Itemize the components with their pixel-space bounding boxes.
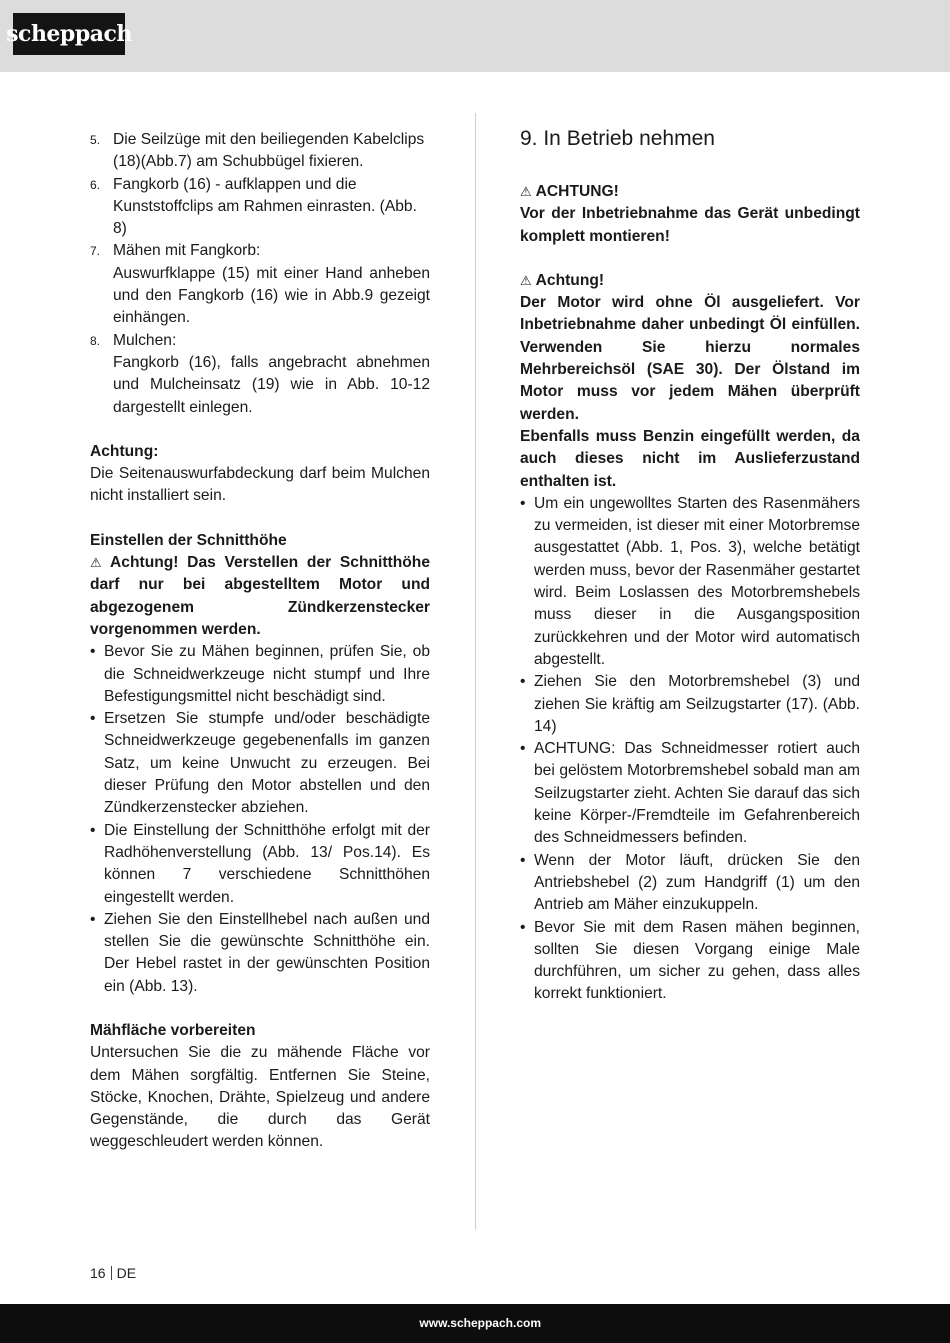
step-text: Mähen mit Fangkorb:	[113, 242, 261, 260]
column-divider	[475, 113, 476, 1230]
list-item	[520, 850, 860, 917]
website-link[interactable]: www.scheppach.com	[419, 1316, 541, 1330]
list-item	[520, 671, 860, 738]
warning-triangle-icon: ⚠	[90, 555, 107, 571]
step-number: 6.	[90, 177, 101, 192]
list-item	[90, 240, 430, 329]
footer-bar	[0, 1304, 950, 1343]
schnitthoehe-warning	[90, 552, 430, 641]
right-column	[520, 127, 860, 1006]
betrieb-bullet-list	[520, 493, 860, 1006]
list-item	[90, 909, 430, 998]
warning2-text-2: Ebenfalls muss Benzin eingefüllt werden, da auch dieses nicht im Auslieferzustand enthalten ist.	[520, 427, 860, 490]
warning2-text: Der Motor wird ohne Öl ausgeliefert. Vor Inbetriebnahme daher unbedingt Öl einfüllen. Verwenden Sie hierzu normales Mehrbereichsöl (SAE 30). Der Ölstand im Motor muss vor jedem Mähen überprüft werden.	[520, 294, 860, 423]
list-item	[520, 917, 860, 1006]
left-column	[90, 129, 430, 1154]
scheppach-logo	[6, 13, 132, 55]
section-title: 9. In Betrieb nehmen	[520, 127, 715, 150]
bullet-icon: •	[520, 740, 526, 758]
page-number: 16	[90, 1265, 106, 1281]
bullet-text: Bevor Sie zu Mähen beginnen, prüfen Sie, ob die Schneidwerkzeuge nicht stumpf und Ihre Befestigungsmittel nicht beschädigt sind.	[104, 643, 430, 705]
warning1-heading-text: ACHTUNG!	[535, 183, 619, 200]
bullet-icon: •	[520, 494, 526, 512]
page-footer-label	[90, 1265, 136, 1281]
list-item	[90, 641, 430, 708]
step-subtext: Auswurfklappe (15) mit einer Hand anheben und den Fangkorb (16) wie in Abb.9 gezeigt einhängen.	[113, 264, 430, 327]
step-number: 8.	[90, 333, 101, 348]
bullet-icon: •	[520, 918, 526, 936]
bullet-icon: •	[520, 673, 526, 691]
bullet-text: Die Einstellung der Schnitthöhe erfolgt mit der Radhöhenverstellung (Abb. 13/ Pos.14). Es können 7 verschiedene Schnitthöhen eingestellt werden.	[104, 821, 430, 906]
logo-text: scheppach	[6, 21, 132, 47]
spacer	[90, 998, 430, 1020]
bullet-icon: •	[90, 710, 96, 728]
warning1-heading	[520, 181, 860, 203]
bullet-text: Bevor Sie mit dem Rasen mähen beginnen, sollten Sie diesen Vorgang einige Male durchführen, um sicher zu gehen, dass alles korrekt funktioniert.	[534, 918, 860, 1003]
warning-triangle-icon: ⚠	[520, 272, 532, 288]
spacer	[90, 508, 430, 530]
spacer	[520, 248, 860, 270]
step-text: Fangkorb (16) - aufklappen und die Kunststoffclips am Rahmen einrasten. (Abb. 8)	[113, 175, 417, 238]
bullet-icon: •	[90, 821, 96, 839]
spacer	[90, 419, 430, 441]
list-item	[90, 708, 430, 819]
step-text: Die Seilzüge mit den beiliegenden Kabelclips (18)(Abb.7) am Schubbügel fixieren.	[113, 131, 425, 171]
list-item	[90, 174, 430, 241]
bullet-text: Ersetzen Sie stumpfe und/oder beschädigte Schneidwerkzeuge gegebenenfalls im ganzen Satz, um keine Unwucht zu erzeugen. Bei dieser Prüfung den Motor abstellen und den Zündkerzenstecker abziehen.	[104, 710, 430, 817]
achtung-heading: Achtung:	[90, 442, 159, 460]
maehflaeche-text: Untersuchen Sie die zu mähende Fläche vor dem Mähen sorgfältig. Entfernen Sie Steine, Stöcke, Knochen, Drähte, Spielzeug und andere Gegenstände, die durch das Gerät weggeschleudert werden können.	[90, 1044, 430, 1151]
step-number: 5.	[90, 133, 101, 147]
footer-separator	[111, 1266, 112, 1280]
step-subtext: Fangkorb (16), falls angebracht abnehmen und Mulcheinsatz (19) wie in Abb. 10-12 dargestellt einlegen.	[113, 353, 430, 416]
bullet-icon: •	[90, 910, 96, 928]
bullet-text: Wenn der Motor läuft, drücken Sie den Antriebshebel (2) zum Handgriff (1) um den Antrieb am Mäher einzukuppeln.	[534, 851, 860, 914]
schnitthoehe-bullet-list	[90, 641, 430, 998]
list-item	[520, 493, 860, 671]
language-code: DE	[116, 1265, 137, 1281]
bullet-text: Ziehen Sie den Motorbremshebel (3) und ziehen Sie kräftig am Seilzugstarter (17). (Abb. 14)	[534, 673, 860, 735]
list-item	[90, 129, 430, 174]
warning2-heading	[520, 270, 860, 292]
list-item	[520, 738, 860, 849]
bullet-text: Ziehen Sie den Einstellhebel nach außen und stellen Sie die gewünschte Schnitthöhe ein. Der Hebel rastet in der gewünschten Position ein (Abb. 13).	[104, 910, 430, 995]
maehflaeche-heading: Mähfläche vorbereiten	[90, 1021, 256, 1039]
bullet-icon: •	[520, 851, 526, 869]
header-band	[0, 0, 950, 72]
warning1-text: Vor der Inbetriebnahme das Gerät unbedingt komplett montieren!	[520, 205, 860, 245]
bullet-text: Um ein ungewolltes Starten des Rasenmähers zu vermeiden, ist dieser mit einer Motorbremse ausgestattet (Abb. 1, Pos. 3), welche betätigt werden muss, bevor der Rasenmäher gestartet wird. Beim Loslassen des Motorbremshebels muss dieser in die Ausgangsposition zurückkehren und der Motor wird automatisch abgestellt.	[534, 494, 860, 668]
bullet-icon: •	[90, 643, 96, 661]
step-text: Mulchen:	[113, 331, 177, 349]
schnitthoehe-warning-text: Achtung! Das Verstellen der Schnitthöhe darf nur bei abgestelltem Motor und abgezogenem Zündkerzenstecker vorgenommen werden.	[90, 554, 430, 638]
list-item	[90, 330, 430, 419]
list-item	[90, 820, 430, 909]
step-number: 7.	[90, 244, 101, 259]
schnitthoehe-heading: Einstellen der Schnitthöhe	[90, 531, 287, 549]
warning-triangle-icon: ⚠	[520, 184, 532, 199]
bullet-text: ACHTUNG: Das Schneidmesser rotiert auch bei gelöstem Motorbremshebel sobald man am Seilzugstarter zieht. Achten Sie darauf das sich keine Körper-/Fremdteile im Gefahrenbereich des Schneidmessers befinden.	[534, 740, 860, 847]
assembly-steps-list	[90, 129, 430, 419]
achtung-text: Die Seitenauswurfabdeckung darf beim Mulchen nicht installiert sein.	[90, 465, 430, 505]
warning2-heading-text: Achtung!	[535, 271, 605, 289]
